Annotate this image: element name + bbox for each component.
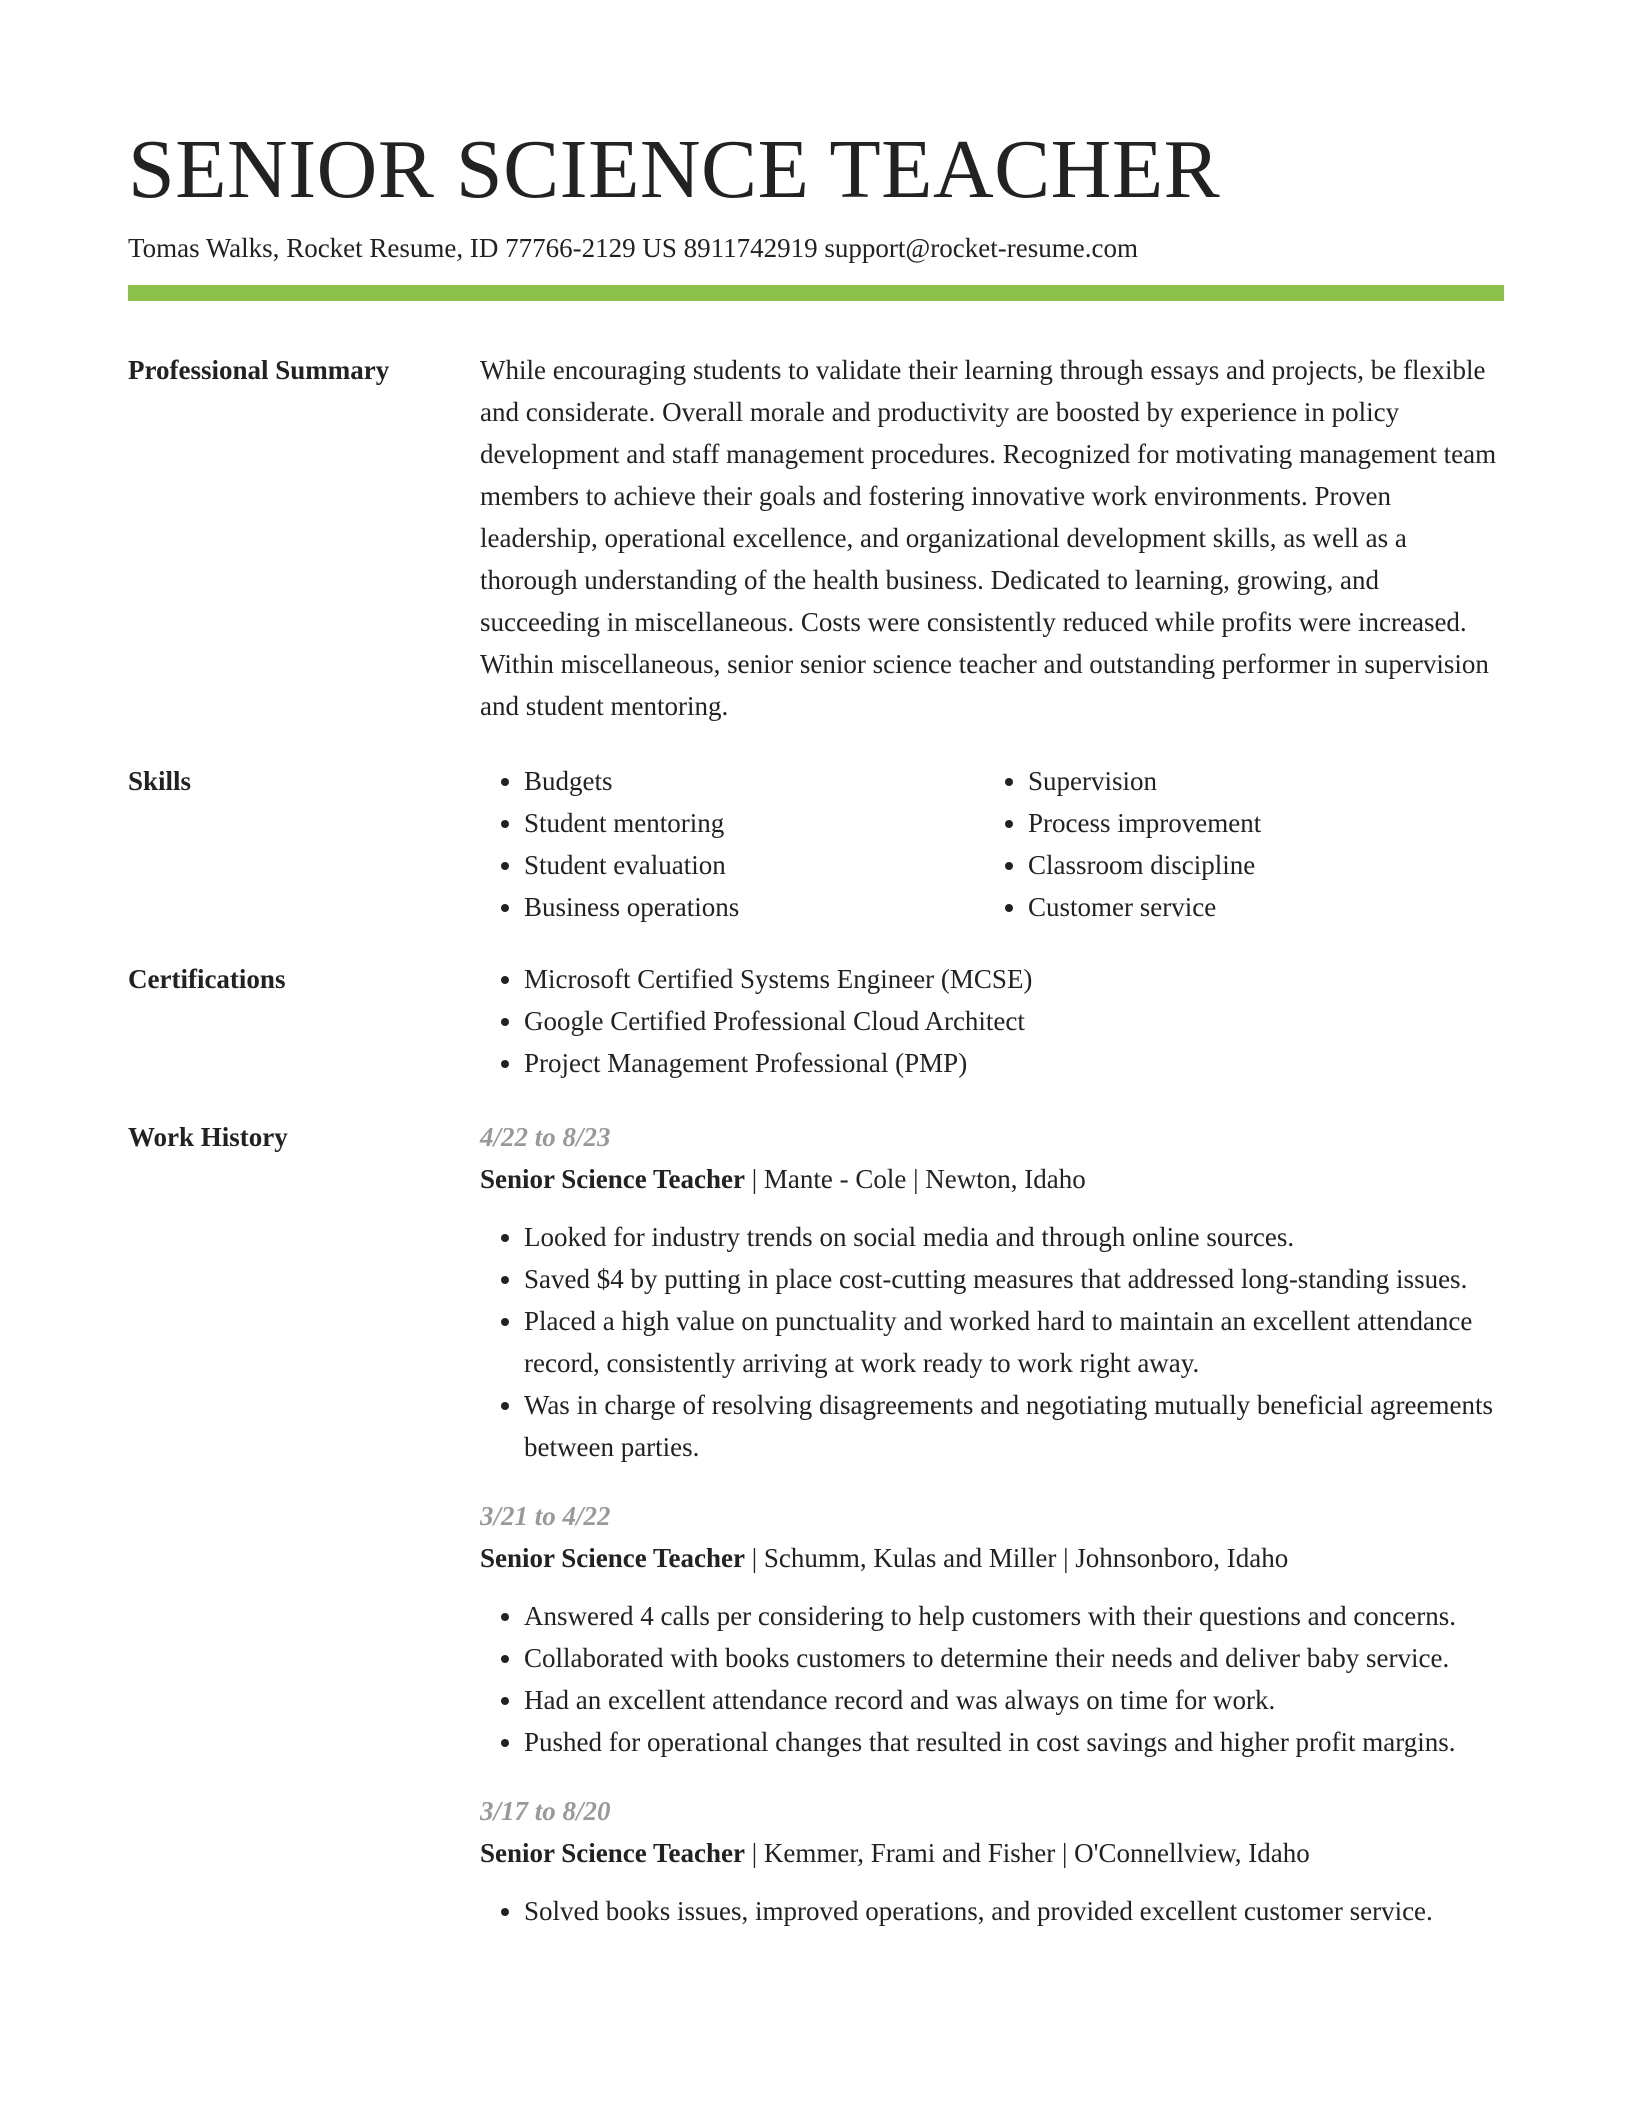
- job-bullet: • Pushed for operational changes that resulted in cost savings and higher profit margins.: [524, 1721, 1504, 1763]
- job-bullet: • Saved $4 by putting in place cost-cutting measures that addressed long-standing issues.: [524, 1258, 1504, 1300]
- skills-column-right: [984, 760, 1488, 928]
- job-heading: [480, 1537, 1504, 1579]
- job-bullet: • Was in charge of resolving disagreements and negotiating mutually beneficial agreements between parties.: [524, 1384, 1504, 1468]
- work-history-body: [480, 1116, 1504, 1959]
- work-history-label: Work History: [128, 1122, 288, 1152]
- contact-line: [128, 228, 1138, 268]
- skills-body: [480, 760, 1504, 928]
- certification-item: • Google Certified Professional Cloud Architect: [524, 1000, 1504, 1042]
- skill-item: • Customer service: [1028, 886, 1488, 928]
- summary-text: While encouraging students to validate their learning through essays and projects, be flexible and considerate. Overall morale and productivity are boosted by experience in policy development and staff management procedures. Recognized for motivating management team members to achieve their goals and fostering innovative work environments. Proven leadership, operational excellence, and organizational development skills, as well as a thorough understanding of the health business. Dedicated to learning, growing, and succeeding in miscellaneous. Costs were consistently reduced while profits were increased. Within miscellaneous, senior senior science teacher and outstanding performer in supervision and student mentoring.: [480, 355, 1497, 721]
- summary-label: Professional Summary: [128, 355, 390, 385]
- header-divider: [128, 285, 1504, 301]
- skills-grid: [480, 760, 1504, 928]
- contact-state: ID: [469, 233, 499, 263]
- job-heading: [480, 1158, 1504, 1200]
- summary-body: [480, 349, 1504, 727]
- job-bullet: • Looked for industry trends on social media and through online sources.: [524, 1216, 1504, 1258]
- certification-item: • Microsoft Certified Systems Engineer (MCSE): [524, 958, 1504, 1000]
- skill-item: • Classroom discipline: [1028, 844, 1488, 886]
- job-entry: [480, 1116, 1504, 1468]
- contact-phone: 8911742919: [683, 233, 818, 263]
- skills-label: Skills: [128, 766, 192, 796]
- contact-name: Tomas Walks,: [128, 233, 280, 263]
- job-dates: 3/21 to 4/22: [480, 1501, 611, 1531]
- contact-country: US: [642, 233, 677, 263]
- contact-email: support@rocket-resume.com: [824, 233, 1138, 263]
- skill-item: • Student mentoring: [524, 802, 984, 844]
- job-entry: [480, 1790, 1504, 1932]
- job-title: Senior Science Teacher: [480, 1543, 745, 1573]
- contact-company: Rocket Resume,: [286, 233, 464, 263]
- job-bullet: • Had an excellent attendance record and was always on time for work.: [524, 1679, 1504, 1721]
- skill-item: • Business operations: [524, 886, 984, 928]
- page-title: SENIOR SCIENCE TEACHER: [128, 123, 1221, 216]
- skill-item: • Process improvement: [1028, 802, 1488, 844]
- job-title: Senior Science Teacher: [480, 1838, 745, 1868]
- job-employer-location: | Mante - Cole | Newton, Idaho: [744, 1164, 1086, 1194]
- job-dates: 3/17 to 8/20: [480, 1796, 611, 1826]
- job-bullet: • Answered 4 calls per considering to help customers with their questions and concerns.: [524, 1595, 1504, 1637]
- job-dates: 4/22 to 8/23: [480, 1122, 611, 1152]
- job-bullet: • Placed a high value on punctuality and worked hard to maintain an excellent attendance record, consistently arriving at work ready to work right away.: [524, 1300, 1504, 1384]
- job-heading: [480, 1832, 1504, 1874]
- skill-item: • Supervision: [1028, 760, 1488, 802]
- certifications-label: Certifications: [128, 964, 286, 994]
- job-title: Senior Science Teacher: [480, 1164, 745, 1194]
- skill-item: • Budgets: [524, 760, 984, 802]
- job-employer-location: | Schumm, Kulas and Miller | Johnsonboro, Idaho: [744, 1543, 1289, 1573]
- job-entry: [480, 1495, 1504, 1763]
- certification-item: • Project Management Professional (PMP): [524, 1042, 1504, 1084]
- job-bullet: • Solved books issues, improved operations, and provided excellent customer service.: [524, 1890, 1504, 1932]
- contact-zip: 77766-2129: [505, 233, 636, 263]
- skills-column-left: [480, 760, 984, 928]
- job-bullet: • Collaborated with books customers to determine their needs and deliver baby service.: [524, 1637, 1504, 1679]
- skill-item: • Student evaluation: [524, 844, 984, 886]
- certifications-body: [480, 958, 1504, 1084]
- job-employer-location: | Kemmer, Frami and Fisher | O'Connellview, Idaho: [744, 1838, 1310, 1868]
